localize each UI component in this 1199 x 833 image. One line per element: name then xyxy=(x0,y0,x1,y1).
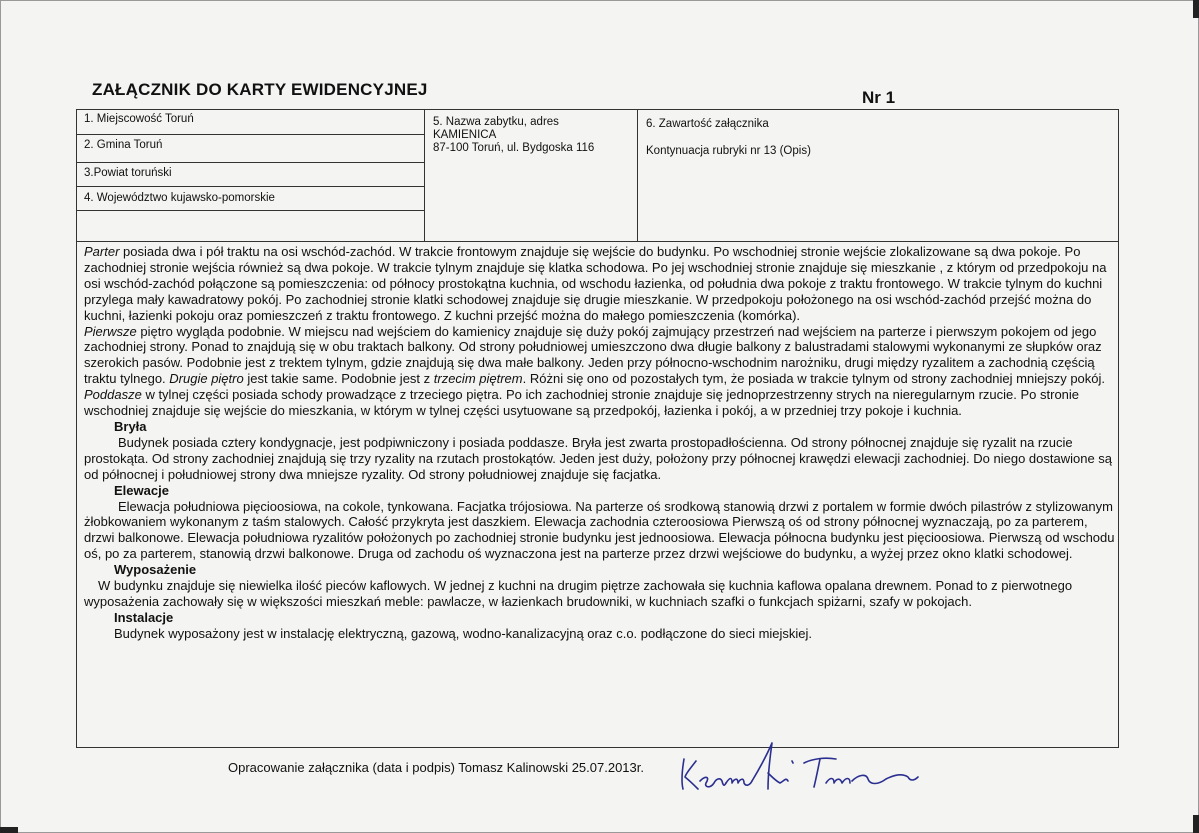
prepared-by-line: Opracowanie załącznika (data i podpis) Tomasz Kalinowski 25.07.2013r. xyxy=(228,760,644,775)
parter-term: Parter xyxy=(84,244,120,259)
form-title: ZAŁĄCZNIK DO KARTY EWIDENCYJNEJ xyxy=(92,80,428,99)
monument-address: 87-100 Toruń, ul. Bydgoska 116 xyxy=(433,142,595,154)
miejscowosc-cell: 1. Miejscowość Toruń xyxy=(77,110,424,135)
wojewodztwo-cell: 4. Województwo kujawsko-pomorskie xyxy=(77,187,424,211)
wyposazenie-paragraph: W budynku znajduje się niewielka ilość pieców kaflowych. W jednej z kuchni na drugim piętrze zachowała się kuchnia kaflowa opalana drewnem. Ponad to z pierwotnego wyposażenia zachowały się w większości mieszkań meble: pawlacze, w łazienkach brudowniki, w kuchniach szafki o funkcjach spiżarni, szafy w pokojach. xyxy=(84,578,1073,609)
monument-name: KAMIENICA xyxy=(433,129,497,141)
elewacje-paragraph: Elewacja południowa pięcioosiowa, na cokole, tynkowana. Facjatka trójosiowa. Na parterze oś srodkową stanowią drzwi z portalem w formie dwóch pilastrów z stylizowanym żłobkowaniem wykonanym z taśm stalowych. Całość przykryta jest daszkiem. Elewacja zachodnia czteroosiowa Pierwszą oś od strony północnej wyznaczają, po za parterem, drzwi balkonowe. Elewacja południowa ryzalitów położonych po zachodniej stronie budynku jest jednoosiowa. Elewacja północna budynku jest pięcioosiowa. Pierwszą od wschodu oś, po za parterem, stanowią drzwi balkonowe. Druga od zachodu oś wyznaczona jest na parterze przez drzwi wejściowe do budynku, a wyżej przez okno klatki schodowej. xyxy=(84,498,1115,562)
bryla-heading: Bryła xyxy=(114,418,147,434)
elewacje-heading: Elewacje xyxy=(114,482,169,498)
contents-label: 6. Zawartość załącznika xyxy=(646,118,769,130)
monument-label: 5. Nazwa zabytku, adres xyxy=(433,116,559,128)
instalacje-paragraph: Budynek wyposażony jest w instalację elektryczną, gazową, wodno-kanalizacyjną oraz c.o. podłączone do sieci miejskiej. xyxy=(114,625,813,641)
contents-value: Kontynuacja rubryki nr 13 (Opis) xyxy=(646,145,811,157)
poddasze-term: Poddasze xyxy=(84,387,142,403)
powiat-cell: 3.Powiat toruński xyxy=(77,163,424,187)
contents-column xyxy=(638,110,1118,241)
gmina-cell: 2. Gmina Toruń xyxy=(77,135,424,163)
location-column xyxy=(77,110,425,241)
trzecie-term: trzecim piętrem xyxy=(433,371,523,387)
pierwsze-paragraph: Pierwsze piętro wygląda podobnie. W miejscu nad wejściem do kamienicy znajduje się duży pokój zajmujący przestrzeń nad wejściem na parterze i pierwszym pokojem od jego zachodniej strony. Ponad to znajdują się w obu traktach balkony. Od strony południowej umieszczono dwa długie balkony z balustradami stalowymi wykonanymi ze słupków oraz szerokich pasów. Podobnie jest z trektem tylnym, gdzie znajdują się dwa małe balkony. Jeden przy północno-wschodnim narożniku, drugi między ryzalitem a zachodnią częścią traktu tylnego. Drugie piętro jest takie same. Podobnie jest z trzecim piętrem. Różni się ono od pozostałych tym, że posiada w trakcie tylnym od strony zachodniej mniejszy pokój. Poddasze w tylnej części posiada schody prowadzące z trzeciego piętra. Po ich zachodniej stronie znajduje się jednoprzestrzenny strych na nieregularnym rzucie. Po stronie wschodniej znajduje się wejście do mieszkania, w którym w tylnej części usytuowane są przedpokój, łazienka i pokój, a w przedniej trzy pokoje i kuchnia. xyxy=(84,323,1106,419)
header-table xyxy=(76,109,1119,242)
bryla-paragraph: Budynek posiada cztery kondygnacje, jest podpiwniczony i posiada poddasze. Bryła jest zwarta prostopadłościenna. Od strony północnej znajduje się ryzalit na rzucie prostokąta. Od strony zachodniej znajdują się trzy ryzality na rzutach prostokątów. Jeden jest duży, położony przy północnej krawędzi elewacji zachodniej. Do niego dostawione są od północnej i południowej strony dwa mniejsze ryzality. Od strony południowej znajduje się facjatka. xyxy=(84,434,1113,482)
pierwsze-term: Pierwsze xyxy=(84,323,137,339)
wyposazenie-heading: Wyposażenie xyxy=(114,562,197,578)
drugie-term: Drugie piętro xyxy=(169,371,244,387)
form-number: Nr 1 xyxy=(862,88,896,107)
scan-corner-mark xyxy=(0,827,18,833)
monument-column xyxy=(425,110,638,241)
scan-corner-mark xyxy=(1193,0,1199,18)
handwritten-signature xyxy=(676,737,936,799)
instalacje-heading: Instalacje xyxy=(114,609,174,625)
monument-cell xyxy=(433,116,594,155)
description-text xyxy=(84,244,1116,642)
scan-corner-mark xyxy=(1193,815,1199,833)
parter-paragraph: Parter posiada dwa i pół traktu na osi wschód-zachód. W trakcie frontowym znajduje się wejście do budynku. Po wschodniej stronie wejście zlokalizowane są dwa pokoje. Po zachodniej stronie wejścia również są dwa pokoje. W trakcie tylnym znajduje się klatka schodowa. Po jej wschodniej stronie znajduje się mieszkanie , z którym od przedpokoju na osi wschód-zachód połączone są pomieszczenia: od północy prostokątna kuchnia, od wschodu łazienka, od południa dwa pokoje z traktu frontowego. W trakcie tylnym do kuchni przylega mały kawadratowy pokój. Po zachodniej stronie klatki schodowej znajduje się drugie mieszkanie. W przedpokoju położonego na osi wschód-zachód przejść można do kuchni, łazienki pokoju oraz pomieszczeń z traktu frontowego. Z kuchni przejść można do małego pomieszczenia (komórka). xyxy=(84,244,1107,323)
